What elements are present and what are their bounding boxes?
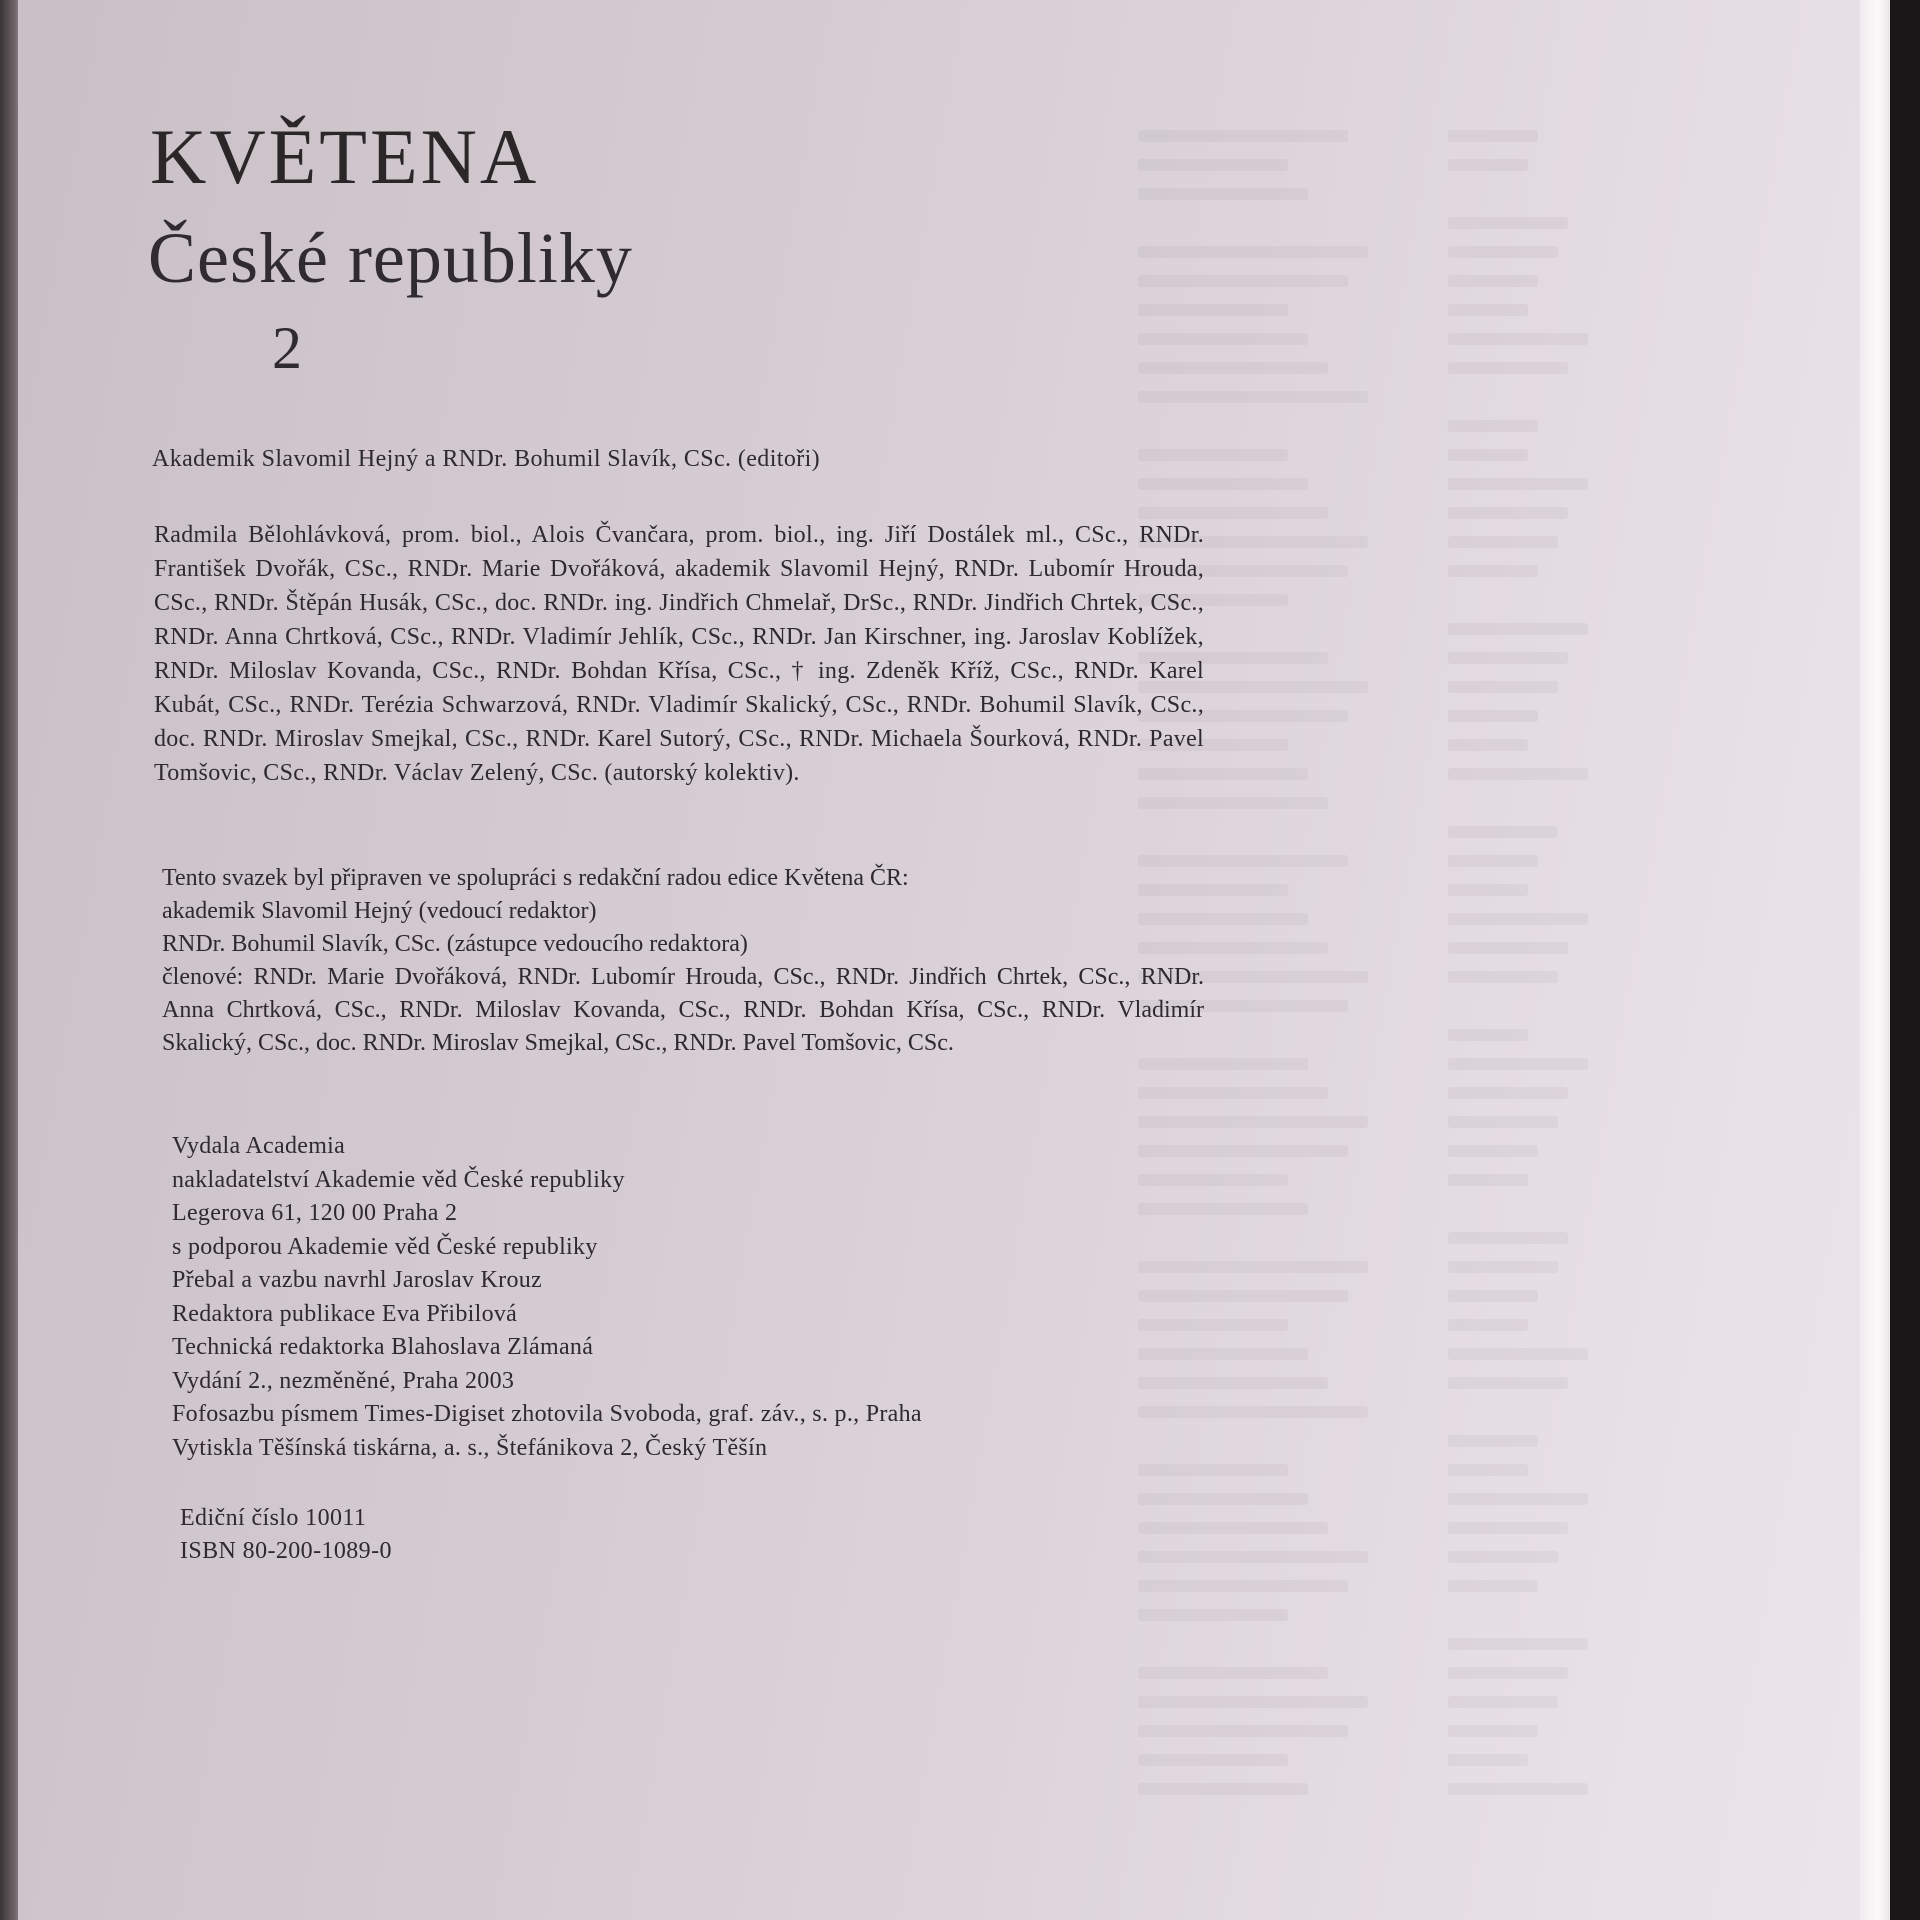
show-through-line <box>1448 971 1558 983</box>
show-through-line <box>1448 942 1568 954</box>
show-through-line <box>1448 1319 1528 1331</box>
show-through-line <box>1448 913 1588 925</box>
publisher-line: Fofosazbu písmem Times-Digiset zhotovila Svoboda, graf. záv., s. p., Praha <box>172 1401 922 1427</box>
editors-line: Akademik Slavomil Hejný a RNDr. Bohumil Slavík, CSc. (editoři) <box>152 446 821 472</box>
show-through-line <box>1448 536 1558 548</box>
show-through-line <box>1448 1348 1588 1360</box>
show-through-line <box>1448 1493 1588 1505</box>
publisher-line: Přebal a vazbu navrhl Jaroslav Krouz <box>172 1267 543 1293</box>
publisher-line: Legerova 61, 120 00 Praha 2 <box>172 1200 458 1226</box>
show-through-line <box>1448 855 1538 867</box>
publisher-line: Technická redaktorka Blahoslava Zlámaná <box>172 1334 594 1360</box>
show-through-line <box>1448 420 1538 432</box>
show-through-line <box>1448 130 1538 142</box>
show-through-line <box>1448 1232 1568 1244</box>
show-through-line <box>1448 1145 1538 1157</box>
publisher-line: Vydání 2., nezměněné, Praha 2003 <box>172 1367 515 1394</box>
show-through-line <box>1448 1783 1588 1795</box>
show-through-line <box>1448 1638 1588 1650</box>
page-fore-edge <box>1860 0 1890 1920</box>
show-through-line <box>1448 1551 1558 1563</box>
book-page <box>18 0 1890 1920</box>
show-through-line <box>1448 478 1588 490</box>
publisher-block <box>172 1130 922 1465</box>
board-lead-editor: akademik Slavomil Hejný (vedoucí redaktor) <box>162 898 597 924</box>
show-through-line <box>1448 1754 1528 1766</box>
show-through-line <box>1448 159 1528 171</box>
show-through-line <box>1448 362 1568 374</box>
editorial-board <box>162 862 1204 1060</box>
show-through-line <box>1448 768 1588 780</box>
publisher-line: nakladatelství Akademie věd České republiky <box>172 1166 625 1193</box>
show-through-line <box>1448 1174 1528 1186</box>
publisher-line: Redaktora publikace Eva Přibilová <box>172 1300 518 1327</box>
show-through-line <box>1448 1116 1558 1128</box>
show-through-line <box>1448 1290 1538 1302</box>
isbn: ISBN 80-200-1089-0 <box>180 1538 392 1564</box>
show-through-line <box>1448 1058 1588 1070</box>
board-deputy-editor: RNDr. Bohumil Slavík, CSc. (zástupce vedoucího redaktora) <box>162 931 748 957</box>
show-through-line <box>1448 1667 1568 1679</box>
show-through-line <box>1448 246 1558 258</box>
board-members: členové: RNDr. Marie Dvořáková, RNDr. Lubomír Hrouda, CSc., RNDr. Jindřich Chrtek, CSc., RNDr. Anna Chrtková, CSc., RNDr. Miloslav Kovanda, CSc., RNDr. Bohdan Křísa, CSc., RNDr. Vladimír Skalický, CSc., doc. RNDr. Miroslav Smejkal, CSc., RNDr. Pavel Tomšovic, CSc. <box>162 964 1204 1056</box>
show-through-line <box>1448 1580 1538 1592</box>
show-through-line <box>1448 507 1568 519</box>
book-subtitle: České republiky <box>148 218 633 298</box>
imprint-page <box>134 0 1204 1920</box>
edition-number: Ediční číslo 10011 <box>180 1505 367 1531</box>
show-through-line <box>1448 826 1558 838</box>
show-through-line <box>1448 739 1528 751</box>
show-through-line <box>1448 1725 1538 1737</box>
show-through-line <box>1448 1464 1528 1476</box>
publisher-line: Vytiskla Těšínská tiskárna, a. s., Štefánikova 2, Český Těšín <box>172 1434 768 1461</box>
show-through-line <box>1448 333 1588 345</box>
show-through-line <box>1448 884 1528 896</box>
edition-info <box>180 1502 392 1568</box>
background-edge <box>1890 0 1920 1920</box>
show-through-line <box>1448 681 1558 693</box>
show-through-line <box>1448 710 1538 722</box>
show-through-line <box>1448 217 1568 229</box>
show-through-line <box>1448 449 1528 461</box>
show-through-line <box>1448 652 1568 664</box>
show-through-line <box>1448 275 1538 287</box>
board-intro: Tento svazek byl připraven ve spolupráci s redakční radou edice Květena ČR: <box>162 865 909 891</box>
authors-paragraph: Radmila Bělohlávková, prom. biol., Alois Čvančara, prom. biol., ing. Jiří Dostálek ml., CSc., RNDr. František Dvořák, CSc., RNDr. Marie Dvořáková, akademik Slavomil Hejný, RNDr. Lubomír Hrouda, CSc., RNDr. Štěpán Husák, CSc., doc. RNDr. ing. Jindřich Chmelař, DrSc., RNDr. Jindřich Chrtek, CSc., RNDr. Anna Chrtková, CSc., RNDr. Vladimír Jehlík, CSc., RNDr. Jan Kirschner, ing. Jaroslav Koblížek, RNDr. Miloslav Kovanda, CSc., RNDr. Bohdan Křísa, CSc., † ing. Zdeněk Kříž, CSc., RNDr. Karel Kubát, CSc., RNDr. Terézia Schwarzová, RNDr. Vladimír Skalický, CSc., RNDr. Bohumil Slavík, CSc., doc. RNDr. Miroslav Smejkal, CSc., RNDr. Karel Sutorý, CSc., RNDr. Michaela Šourková, RNDr. Pavel Tomšovic, CSc., RNDr. Václav Zelený, CSc. (autorský kolektiv). <box>154 522 1204 786</box>
show-through-line <box>1448 623 1588 635</box>
show-through-line <box>1448 304 1528 316</box>
show-through-line <box>1448 1377 1568 1389</box>
volume-number: 2 <box>272 315 302 381</box>
show-through-line <box>1448 1087 1568 1099</box>
publisher-line: s podporou Akademie věd České republiky <box>172 1233 598 1260</box>
show-through-line <box>1448 1435 1538 1447</box>
show-through-line <box>1448 1261 1558 1273</box>
book-title: KVĚTENA <box>150 113 540 200</box>
show-through-line <box>1448 1029 1528 1041</box>
publisher-line: Vydala Academia <box>172 1133 346 1159</box>
show-through-line <box>1448 1522 1568 1534</box>
show-through-line <box>1448 1696 1558 1708</box>
show-through-line <box>1448 565 1538 577</box>
